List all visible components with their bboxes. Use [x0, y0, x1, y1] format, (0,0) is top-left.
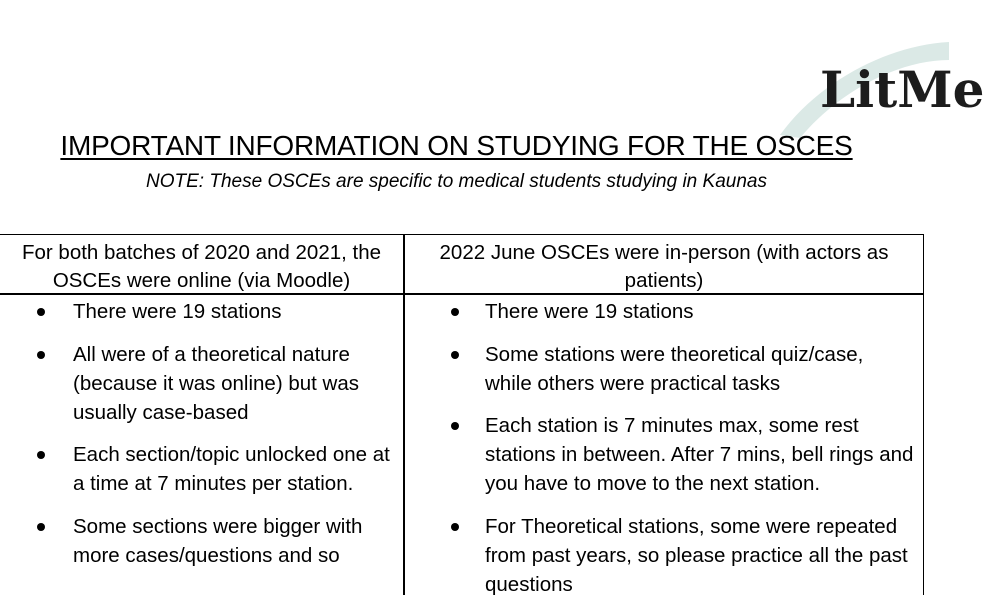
- page-title: IMPORTANT INFORMATION ON STUDYING FOR THE OSCES: [60, 130, 853, 161]
- bullet-icon: [451, 422, 459, 430]
- bullet-icon: [451, 523, 459, 531]
- bullet-icon: [37, 308, 45, 316]
- comparison-table: [0, 234, 924, 595]
- list-item: [0, 297, 403, 326]
- list-item: [0, 440, 403, 498]
- list-item-text: For Theoretical stations, some were repeated from past years, so please practice all the past questions: [485, 514, 908, 596]
- bullet-icon: [37, 351, 45, 359]
- left-column-list: [0, 297, 403, 583]
- list-item-text: There were 19 stations: [73, 300, 282, 323]
- list-item-text: Each section/topic unlocked one at a time at 7 minutes per station.: [73, 443, 390, 495]
- logo: [760, 20, 984, 140]
- right-column-list: [405, 297, 923, 612]
- list-item: [405, 512, 923, 599]
- list-item: [0, 512, 403, 570]
- list-item: [0, 340, 403, 427]
- list-item-text: There were 19 stations: [485, 300, 694, 323]
- list-item-text: Some sections were bigger with more cases/questions and so: [73, 514, 363, 567]
- list-item-text: Some stations were theoretical quiz/case, while others were practical tasks: [485, 342, 864, 395]
- table-header-left: For both batches of 2020 and 2021, the OSCEs were online (via Moodle): [21, 241, 382, 292]
- bullet-icon: [451, 308, 459, 316]
- list-item: [405, 340, 923, 398]
- bullet-icon: [451, 351, 459, 359]
- bullet-icon: [37, 451, 45, 459]
- logo-wordmark: LitMe: [820, 60, 984, 119]
- list-item-text: All were of a theoretical nature (because it was online) but was usually case-based: [73, 342, 360, 424]
- list-item: [405, 297, 923, 326]
- list-item: [405, 411, 923, 498]
- table-header-right: 2022 June OSCEs were in-person (with actors as patients): [439, 241, 889, 292]
- page-note: NOTE: These OSCEs are specific to medical students studying in Kaunas: [146, 171, 767, 192]
- bullet-icon: [37, 523, 45, 531]
- list-item-text: Each station is 7 minutes max, some rest stations in between. After 7 mins, bell rings and you have to move to the next station.: [485, 414, 914, 495]
